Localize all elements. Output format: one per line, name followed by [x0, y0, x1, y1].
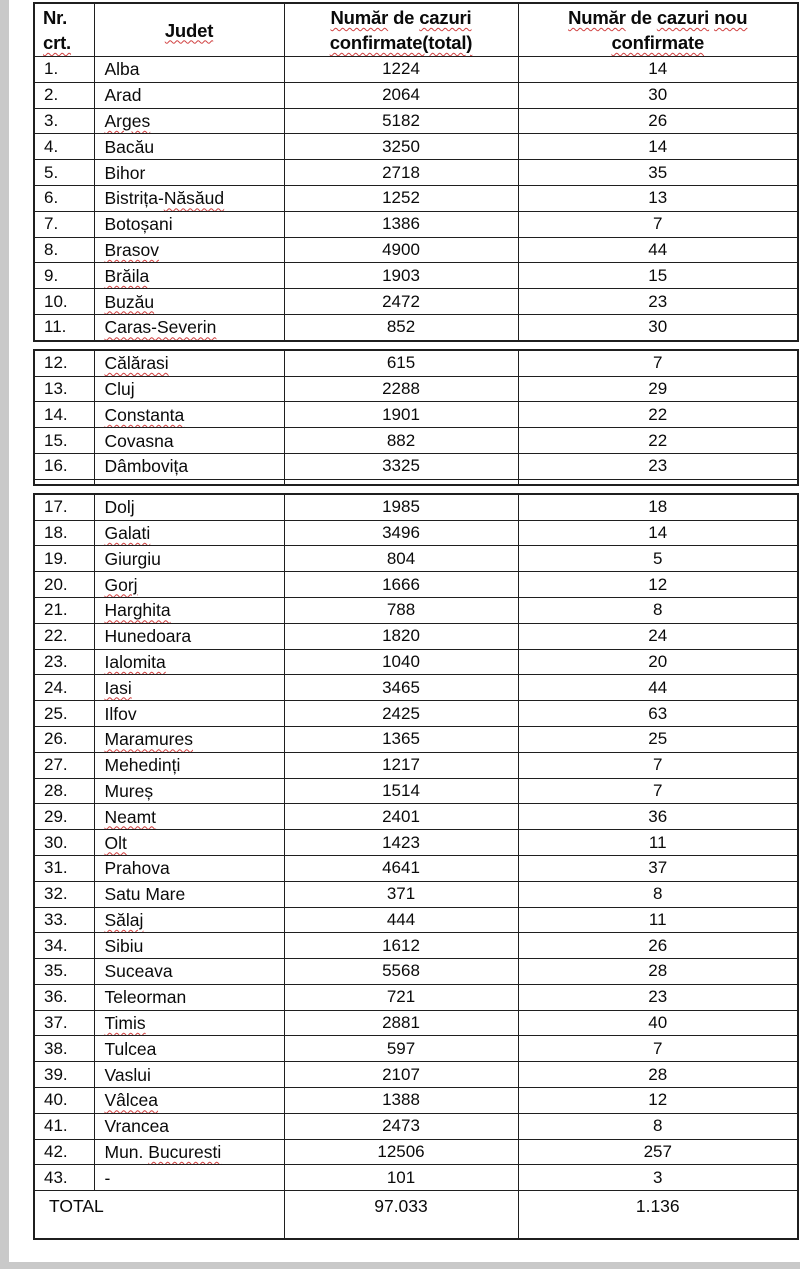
document-content	[33, 2, 797, 1240]
county-cases-table-part-1	[33, 2, 799, 342]
county-name: Vaslui	[104, 1064, 151, 1085]
new-confirmed-cell: 12	[518, 572, 798, 598]
county-cell	[94, 778, 284, 804]
row-number-cell: 15.	[34, 428, 94, 454]
confirmed-total-cell: 2401	[284, 804, 518, 830]
row-number-cell: 3.	[34, 108, 94, 134]
row-number-cell: 24.	[34, 675, 94, 701]
header-word: cazuri	[656, 7, 710, 28]
county-name-misspelled: Olt	[104, 832, 127, 853]
confirmed-total-cell: 4900	[284, 237, 518, 263]
row-number-cell: 9.	[34, 263, 94, 289]
header-word: confirmate(total)	[329, 32, 473, 53]
county-cell	[94, 597, 284, 623]
confirmed-total-cell: 1820	[284, 623, 518, 649]
new-confirmed-cell: 36	[518, 804, 798, 830]
table-row	[34, 1010, 798, 1036]
row-number-cell: 1.	[34, 57, 94, 83]
header-word: Număr	[330, 7, 389, 28]
confirmed-total-cell: 3496	[284, 520, 518, 546]
county-cell	[94, 907, 284, 933]
row-number-cell: 2.	[34, 82, 94, 108]
new-confirmed-cell: 3	[518, 1165, 798, 1191]
confirmed-total-cell: 3325	[284, 453, 518, 479]
confirmed-total-cell: 1612	[284, 933, 518, 959]
new-confirmed-cell: 40	[518, 1010, 798, 1036]
header-row	[34, 3, 798, 57]
county-name: Botoșani	[104, 214, 173, 235]
county-cell	[94, 933, 284, 959]
county-cases-table-part-3	[33, 493, 799, 1241]
county-cell	[94, 881, 284, 907]
confirmed-total-cell: 2718	[284, 160, 518, 186]
confirmed-total-cell: 1666	[284, 572, 518, 598]
county-cell	[94, 1010, 284, 1036]
confirmed-total-cell: 5182	[284, 108, 518, 134]
county-name-misspelled: Sălaj	[104, 909, 144, 930]
county-name-misspelled: Călărasi	[104, 353, 169, 374]
county-name: Suceava	[104, 961, 173, 982]
county-cell	[94, 108, 284, 134]
county-cell	[94, 649, 284, 675]
new-confirmed-cell: 14	[518, 57, 798, 83]
county-name: Covasna	[104, 430, 174, 451]
new-confirmed-cell: 24	[518, 623, 798, 649]
row-number-cell: 14.	[34, 402, 94, 428]
confirmed-total-cell: 2472	[284, 289, 518, 315]
table-row	[34, 907, 798, 933]
table-row	[34, 57, 798, 83]
row-number-cell: 5.	[34, 160, 94, 186]
table-row	[34, 675, 798, 701]
new-confirmed-cell: 8	[518, 881, 798, 907]
confirmed-total-cell: 1386	[284, 211, 518, 237]
confirmed-total-cell: 882	[284, 428, 518, 454]
row-number-cell: 36.	[34, 984, 94, 1010]
county-name-misspelled: Brasov	[104, 239, 159, 260]
row-number-cell: 6.	[34, 185, 94, 211]
row-number-cell: 42.	[34, 1139, 94, 1165]
county-name-misspelled: Buzău	[104, 291, 155, 312]
confirmed-total-cell: 1423	[284, 830, 518, 856]
county-cases-table-part-2	[33, 349, 799, 486]
county-cell	[94, 675, 284, 701]
header-word: cazuri	[419, 7, 472, 28]
confirmed-total-cell: 1224	[284, 57, 518, 83]
county-name: Cluj	[104, 378, 135, 399]
county-cell	[94, 572, 284, 598]
row-number-cell: 22.	[34, 623, 94, 649]
county-cell	[94, 350, 284, 376]
county-name-misspelled: Caras-Severin	[104, 317, 217, 338]
confirmed-total-cell: 1985	[284, 494, 518, 520]
row-number-cell: 23.	[34, 649, 94, 675]
table-row	[34, 572, 798, 598]
empty-cell	[284, 479, 518, 485]
header-new-confirmed	[518, 3, 798, 57]
row-number-cell: 13.	[34, 376, 94, 402]
table-row	[34, 289, 798, 315]
total-label-cell: TOTAL	[34, 1191, 284, 1240]
county-cell	[94, 211, 284, 237]
row-number-cell: 27.	[34, 752, 94, 778]
table-row	[34, 160, 798, 186]
table-row	[34, 453, 798, 479]
county-cell	[94, 520, 284, 546]
county-name: Teleorman	[104, 987, 187, 1008]
new-confirmed-cell: 63	[518, 701, 798, 727]
header-nr-crt	[34, 3, 94, 57]
county-name-misspelled: Arges	[104, 110, 151, 131]
confirmed-total-cell: 1040	[284, 649, 518, 675]
county-cell	[94, 376, 284, 402]
county-cell	[94, 57, 284, 83]
empty-cell	[94, 479, 284, 485]
header-word: de	[393, 7, 415, 28]
new-confirmed-cell: 22	[518, 428, 798, 454]
row-number-cell: 4.	[34, 134, 94, 160]
county-name-misspelled: Iasi	[104, 677, 132, 698]
county-name-misspelled: Bucuresti	[148, 1142, 222, 1163]
confirmed-total-cell: 4641	[284, 855, 518, 881]
county-cell	[94, 428, 284, 454]
county-name: Satu Mare	[104, 884, 186, 905]
confirmed-total-cell: 1514	[284, 778, 518, 804]
county-cell	[94, 1062, 284, 1088]
row-number-cell: 10.	[34, 289, 94, 315]
new-confirmed-cell: 25	[518, 726, 798, 752]
new-confirmed-cell: 8	[518, 597, 798, 623]
header-word: de	[630, 7, 652, 28]
confirmed-total-cell: 852	[284, 314, 518, 340]
county-cell	[94, 185, 284, 211]
county-cell	[94, 1113, 284, 1139]
table-row	[34, 649, 798, 675]
header-word: nou	[714, 7, 748, 28]
county-name: Vrancea	[104, 1116, 170, 1137]
row-number-cell: 34.	[34, 933, 94, 959]
new-confirmed-cell: 7	[518, 778, 798, 804]
county-cell	[94, 623, 284, 649]
table-row	[34, 1036, 798, 1062]
county-name: Bihor	[104, 162, 146, 183]
county-name-misspelled: Harghita	[104, 600, 171, 621]
table-row	[34, 1088, 798, 1114]
county-name: Bacău	[104, 136, 155, 157]
county-cell	[94, 453, 284, 479]
county-cell	[94, 263, 284, 289]
county-cell	[94, 804, 284, 830]
row-number-cell: 29.	[34, 804, 94, 830]
county-name-misspelled: Neamt	[104, 806, 157, 827]
county-name-misspelled: Galati	[104, 522, 151, 543]
county-name-misspelled: Ialomita	[104, 651, 166, 672]
county-name: Hunedoara	[104, 626, 192, 647]
total-row	[34, 1191, 798, 1240]
table-row	[34, 314, 798, 340]
table-row	[34, 623, 798, 649]
row-number-cell: 33.	[34, 907, 94, 933]
table-row	[34, 933, 798, 959]
row-number-cell: 31.	[34, 855, 94, 881]
county-name: Sibiu	[104, 935, 144, 956]
confirmed-total-cell: 597	[284, 1036, 518, 1062]
new-confirmed-cell: 20	[518, 649, 798, 675]
county-name: Tulcea	[104, 1038, 157, 1059]
new-confirmed-cell: 11	[518, 830, 798, 856]
county-name: Dolj	[104, 497, 135, 518]
confirmed-total-cell: 1365	[284, 726, 518, 752]
new-confirmed-cell: 30	[518, 82, 798, 108]
new-confirmed-cell: 23	[518, 984, 798, 1010]
county-name-misspelled: Timis	[104, 1013, 146, 1034]
table-row	[34, 134, 798, 160]
header-word: Nr.	[43, 7, 68, 28]
row-number-cell: 39.	[34, 1062, 94, 1088]
row-number-cell: 30.	[34, 830, 94, 856]
county-name: Bistrița-	[104, 188, 164, 209]
county-cell	[94, 1036, 284, 1062]
county-cell	[94, 984, 284, 1010]
header-word: Număr	[568, 7, 626, 28]
county-cell	[94, 855, 284, 881]
confirmed-total-cell: 101	[284, 1165, 518, 1191]
new-confirmed-cell: 28	[518, 1062, 798, 1088]
header-word: Judet	[164, 19, 214, 41]
row-number-cell: 21.	[34, 597, 94, 623]
table-row	[34, 804, 798, 830]
confirmed-total-cell: 788	[284, 597, 518, 623]
county-name: Mehedinți	[104, 755, 181, 776]
confirmed-total-cell: 804	[284, 546, 518, 572]
confirmed-total-cell: 12506	[284, 1139, 518, 1165]
county-cell	[94, 1088, 284, 1114]
county-name: Mureș	[104, 780, 154, 801]
new-confirmed-cell: 7	[518, 211, 798, 237]
table-row	[34, 881, 798, 907]
confirmed-total-cell: 1252	[284, 185, 518, 211]
page-edge-strip-bottom	[0, 1262, 800, 1269]
table-row	[34, 726, 798, 752]
new-confirmed-cell: 18	[518, 494, 798, 520]
table-row	[34, 752, 798, 778]
table-row	[34, 778, 798, 804]
county-cell	[94, 237, 284, 263]
table-row	[34, 1113, 798, 1139]
row-number-cell: 19.	[34, 546, 94, 572]
row-number-cell: 43.	[34, 1165, 94, 1191]
county-cell	[94, 134, 284, 160]
total-confirmed-cell: 97.033	[284, 1191, 518, 1240]
confirmed-total-cell: 1388	[284, 1088, 518, 1114]
new-confirmed-cell: 7	[518, 350, 798, 376]
new-confirmed-cell: 44	[518, 237, 798, 263]
county-name-misspelled: Năsăud	[163, 188, 225, 209]
county-cell	[94, 160, 284, 186]
row-number-cell: 18.	[34, 520, 94, 546]
table-row	[34, 597, 798, 623]
row-number-cell: 11.	[34, 314, 94, 340]
new-confirmed-cell: 28	[518, 959, 798, 985]
confirmed-total-cell: 2425	[284, 701, 518, 727]
table-row	[34, 263, 798, 289]
header-word: confirmate	[611, 32, 705, 53]
header-judet	[94, 3, 284, 57]
new-confirmed-cell: 44	[518, 675, 798, 701]
county-name: Prahova	[104, 858, 170, 879]
table-row	[34, 701, 798, 727]
partial-row	[34, 479, 798, 485]
county-name: -	[104, 1167, 111, 1188]
row-number-cell: 16.	[34, 453, 94, 479]
table-row	[34, 984, 798, 1010]
table-row	[34, 959, 798, 985]
table-row	[34, 1165, 798, 1191]
confirmed-total-cell: 2107	[284, 1062, 518, 1088]
county-name: Alba	[104, 59, 140, 80]
county-cell	[94, 1165, 284, 1191]
row-number-cell: 40.	[34, 1088, 94, 1114]
table-row	[34, 108, 798, 134]
county-cell	[94, 289, 284, 315]
new-confirmed-cell: 30	[518, 314, 798, 340]
new-confirmed-cell: 29	[518, 376, 798, 402]
table-row	[34, 830, 798, 856]
county-name: Dâmbovița	[104, 456, 189, 477]
confirmed-total-cell: 3465	[284, 675, 518, 701]
county-name-misspelled: Brăila	[104, 265, 150, 286]
new-confirmed-cell: 26	[518, 933, 798, 959]
new-confirmed-cell: 26	[518, 108, 798, 134]
row-number-cell: 37.	[34, 1010, 94, 1036]
new-confirmed-cell: 22	[518, 402, 798, 428]
row-number-cell: 7.	[34, 211, 94, 237]
table-row	[34, 546, 798, 572]
total-new-cell: 1.136	[518, 1191, 798, 1240]
county-cell	[94, 752, 284, 778]
header-confirmed-total	[284, 3, 518, 57]
row-number-cell: 20.	[34, 572, 94, 598]
row-number-cell: 12.	[34, 350, 94, 376]
table-row	[34, 376, 798, 402]
county-name: Giurgiu	[104, 548, 161, 569]
table-row	[34, 494, 798, 520]
new-confirmed-cell: 14	[518, 520, 798, 546]
row-number-cell: 38.	[34, 1036, 94, 1062]
new-confirmed-cell: 35	[518, 160, 798, 186]
header-word: crt.	[43, 32, 71, 53]
confirmed-total-cell: 2881	[284, 1010, 518, 1036]
table-row	[34, 855, 798, 881]
table-row	[34, 1062, 798, 1088]
county-cell	[94, 494, 284, 520]
row-number-cell: 25.	[34, 701, 94, 727]
new-confirmed-cell: 5	[518, 546, 798, 572]
county-cell	[94, 726, 284, 752]
county-name: Arad	[104, 85, 142, 106]
empty-cell	[34, 479, 94, 485]
new-confirmed-cell: 37	[518, 855, 798, 881]
county-name: Mun.	[104, 1142, 149, 1163]
confirmed-total-cell: 371	[284, 881, 518, 907]
confirmed-total-cell: 444	[284, 907, 518, 933]
row-number-cell: 28.	[34, 778, 94, 804]
page-edge-strip-left	[0, 0, 9, 1269]
county-cell	[94, 830, 284, 856]
confirmed-total-cell: 1901	[284, 402, 518, 428]
county-name-misspelled: Constanta	[104, 404, 185, 425]
row-number-cell: 32.	[34, 881, 94, 907]
county-cell	[94, 402, 284, 428]
table-row	[34, 185, 798, 211]
table-row	[34, 428, 798, 454]
county-cell	[94, 959, 284, 985]
county-cell	[94, 314, 284, 340]
confirmed-total-cell: 2473	[284, 1113, 518, 1139]
table-row	[34, 402, 798, 428]
new-confirmed-cell: 8	[518, 1113, 798, 1139]
county-name-misspelled: Gorj	[104, 574, 138, 595]
new-confirmed-cell: 12	[518, 1088, 798, 1114]
table-header	[34, 3, 798, 57]
county-cell	[94, 701, 284, 727]
row-number-cell: 41.	[34, 1113, 94, 1139]
confirmed-total-cell: 1903	[284, 263, 518, 289]
table-row	[34, 350, 798, 376]
county-cell	[94, 82, 284, 108]
new-confirmed-cell: 7	[518, 1036, 798, 1062]
row-number-cell: 35.	[34, 959, 94, 985]
confirmed-total-cell: 2064	[284, 82, 518, 108]
confirmed-total-cell: 615	[284, 350, 518, 376]
confirmed-total-cell: 1217	[284, 752, 518, 778]
new-confirmed-cell: 15	[518, 263, 798, 289]
confirmed-total-cell: 2288	[284, 376, 518, 402]
table-row	[34, 211, 798, 237]
confirmed-total-cell: 5568	[284, 959, 518, 985]
new-confirmed-cell: 11	[518, 907, 798, 933]
table-row	[34, 520, 798, 546]
county-name-misspelled: Maramures	[104, 729, 193, 750]
county-name-misspelled: Vâlcea	[104, 1090, 159, 1111]
new-confirmed-cell: 14	[518, 134, 798, 160]
county-cell	[94, 546, 284, 572]
row-number-cell: 8.	[34, 237, 94, 263]
new-confirmed-cell: 23	[518, 453, 798, 479]
county-cell	[94, 1139, 284, 1165]
table-row	[34, 237, 798, 263]
new-confirmed-cell: 257	[518, 1139, 798, 1165]
row-number-cell: 17.	[34, 494, 94, 520]
table-row	[34, 82, 798, 108]
confirmed-total-cell: 3250	[284, 134, 518, 160]
table-row	[34, 1139, 798, 1165]
row-number-cell: 26.	[34, 726, 94, 752]
new-confirmed-cell: 13	[518, 185, 798, 211]
new-confirmed-cell: 23	[518, 289, 798, 315]
new-confirmed-cell: 7	[518, 752, 798, 778]
confirmed-total-cell: 721	[284, 984, 518, 1010]
county-name: Ilfov	[104, 703, 137, 724]
empty-cell	[518, 479, 798, 485]
